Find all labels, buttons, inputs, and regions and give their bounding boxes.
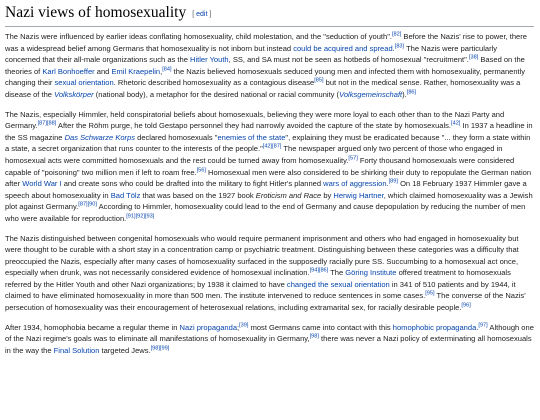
paragraph-3 <box>5 233 534 314</box>
wiki-link[interactable]: Karl Bonhoeffer <box>42 66 95 76</box>
wiki-link[interactable]: Bad Tölz <box>110 190 141 200</box>
wiki-link[interactable]: Göring Institute <box>345 268 397 278</box>
text-run: most Germans came into contact with this <box>248 322 393 332</box>
text-run: , which claimed homosexuality was a Jewish plot against Germany. <box>5 190 533 212</box>
wiki-link[interactable]: sexual orientation <box>54 78 114 88</box>
section-heading <box>5 3 534 27</box>
text-run: Based on the theories of <box>5 55 525 76</box>
citation-ref <box>38 121 57 127</box>
text-run: After the Röhm purge, he told Gestapo personnel they had narrowly avoided the capture of the state by homosexuals. <box>56 121 452 131</box>
citation-ref <box>478 322 487 328</box>
text-run: that was based on the 1927 book <box>140 190 256 200</box>
citation-ref <box>310 334 319 340</box>
citation-ref <box>314 78 323 84</box>
citation-link[interactable]: [56] <box>196 167 206 174</box>
citation-ref <box>461 303 470 309</box>
text-run: The Nazis, especially Himmler, held conspiratorial beliefs about homosexuals, believing they were more loyal to each other than to the Nazi Party and Germany. <box>5 109 505 131</box>
wiki-link[interactable]: Emil Kraepelin <box>111 66 161 76</box>
text-run: and create sons who could be drafted into the military to fight Hitler's planned <box>61 179 324 189</box>
citation-ref <box>469 55 478 61</box>
text-run: ", explaining they must be eradicated because "... they form a state within a state, a secret organization that runs counter to the interests of the people." <box>5 132 531 154</box>
text-run: there was never a Nazi policy of exterminating all homosexuals in the way the <box>5 334 532 355</box>
citation-ref <box>162 66 171 72</box>
citation-link[interactable]: [87][88] <box>37 120 57 127</box>
citation-link[interactable]: [98] <box>309 333 319 340</box>
citation-ref <box>392 31 401 37</box>
citation-ref <box>197 167 206 173</box>
citation-ref <box>263 144 282 150</box>
citation-link[interactable]: [42] <box>451 120 461 127</box>
citation-link[interactable]: [84] <box>162 66 172 73</box>
citation-ref <box>151 345 170 351</box>
section-body <box>5 31 534 356</box>
text-run: . <box>386 179 389 189</box>
text-run: Homosexual men were also considered to be shirking their duty to repopulate the German nation after <box>5 167 532 189</box>
edit-section-link[interactable]: edit <box>196 11 208 18</box>
citation-ref <box>407 89 416 95</box>
text-run: According to Himmler, homosexuality could lead to the end of Germany and cause depopulation by reducing the number of men who were available for reproduction. <box>5 202 526 223</box>
text-run: In 1937 a headline in the SS magazine <box>5 121 533 142</box>
text-run: Eroticism and Race <box>255 190 322 200</box>
citation-link[interactable]: [98][99] <box>150 345 170 352</box>
text-run: Before the Nazis' rise to power, there was a widespread belief among Germans that homosexuality is not inborn but instead <box>5 32 527 53</box>
text-run: , <box>160 66 163 76</box>
wiki-link[interactable]: Hitler Youth <box>190 55 229 65</box>
text-run: . <box>392 43 395 53</box>
citation-link[interactable]: [57] <box>348 155 358 162</box>
edit-section-control: [ edit ] <box>192 11 212 18</box>
section-title: Nazi views of homosexuality <box>5 4 187 21</box>
citation-link[interactable]: [89] <box>388 178 398 185</box>
text-run: the Nazis believed homosexuals seduced young men and infected them with homosexuality, permanently changing their <box>5 66 526 88</box>
text-run: . Rhetoric described homosexuality as a contagious disease <box>113 78 315 88</box>
citation-link[interactable]: [83] <box>394 43 405 50</box>
text-run: The newspaper argued only two percent of those who engaged in homosexual acts were committed homosexuals and the rest could be turned away from homosexuality. <box>5 144 503 165</box>
citation-link[interactable]: [87][90] <box>78 201 97 208</box>
wiki-link[interactable]: Das Schwarze Korps <box>64 132 136 142</box>
text-run: After 1934, homophobia became a regular theme in <box>5 322 180 332</box>
wiki-link[interactable]: Nazi propaganda <box>179 322 238 332</box>
text-run: The Nazis distinguished between congenital homosexuals who would require permanent imprisonment and others who had engaged in homosexuality but were thought to be curable with a short stay in a concentration camp or psychiatric treatment. Distinguishing between these categories was a difficulty that preoccupied the Nazis, especially after many cases of homosexuality surfaced in the supposedly racially pure SS. Succumbing to a homosexual act once, especially when drunk, was not necessarily considered evidence of homosexual inclination. <box>5 233 519 278</box>
text-run: (national body), a metaphor for the desired national or racial community ( <box>93 89 340 99</box>
text-run: On 18 February 1937 Himmler gave a speech about homosexuality in <box>5 179 527 200</box>
citation-link[interactable]: [95] <box>425 290 435 297</box>
citation-link[interactable]: [39] <box>239 322 249 329</box>
wiki-link[interactable]: Herwig Hartner <box>333 190 384 200</box>
wiki-link[interactable]: Volkskörper <box>54 89 94 99</box>
citation-ref <box>348 155 357 161</box>
wiki-link[interactable]: Volksgemeinschaft <box>339 89 403 99</box>
citation-link[interactable]: [38] <box>468 54 479 61</box>
paragraph-1 <box>5 31 534 101</box>
citation-link[interactable]: [85] <box>314 77 324 84</box>
wiki-link[interactable]: wars of aggression <box>323 179 387 189</box>
wiki-link[interactable]: Final Solution <box>53 345 100 355</box>
citation-link[interactable]: [91][92][93] <box>126 213 155 220</box>
text-run: Forty thousand homosexuals were considered capable of "poisoning" two million men if left to roam free. <box>5 155 515 177</box>
text-run: ; <box>237 322 240 332</box>
text-run: offered treatment to homosexuals referred by the Hitler Youth and other Nazi organizations; by 1938 it claimed to have <box>5 268 511 289</box>
text-run: , SS, and SA must not be seen as hotbeds of homosexual "recruitment". <box>228 55 469 65</box>
text-run: declared homosexuals " <box>135 132 218 142</box>
text-run: . <box>476 322 479 332</box>
text-run: ). <box>402 89 407 99</box>
wiki-link[interactable]: enemies of the state <box>217 132 286 142</box>
text-run: The converse of the Nazis' persecution of homosexuality was their encouragement of heterosexual relations, including extramarital sex, for racially desirable people. <box>5 291 526 313</box>
citation-link[interactable]: [94][86] <box>309 267 329 274</box>
citation-link[interactable]: [96] <box>461 302 471 309</box>
text-run: The Nazis were particularly concerned that their all-male organizations such as the <box>5 43 498 65</box>
citation-ref <box>425 291 434 297</box>
citation-ref <box>78 202 97 208</box>
text-run: and <box>94 66 112 76</box>
citation-ref <box>395 43 404 49</box>
citation-link[interactable]: [82] <box>391 31 402 38</box>
citation-ref <box>389 179 398 185</box>
citation-link[interactable]: [42][87] <box>262 143 282 150</box>
citation-ref <box>310 268 329 274</box>
wiki-link[interactable]: changed the sexual orientation <box>286 279 390 289</box>
wiki-link[interactable]: could be acquired and spread <box>293 43 393 53</box>
citation-ref <box>126 213 154 219</box>
text-run: The <box>328 268 346 278</box>
citation-link[interactable]: [97] <box>478 322 488 329</box>
text-run: in 341 of 510 patients and by 1944, it claimed to have eliminated homosexuality in more than 500 men. The institute intervened to reduce sentences in some cases. <box>5 279 516 301</box>
text-run: Although one of the Nazi regime's goals was to eliminate all manifestations of homosexuality in Germany, <box>5 322 534 344</box>
text-run: The Nazis were influenced by earlier ideas conflating homosexuality, child molestation, and the "seduction of youth". <box>5 32 392 41</box>
text-run: targeted Jews. <box>99 345 151 355</box>
text-run: but not in the medical sense. Rather, homosexuality was a disease of the <box>5 78 521 99</box>
citation-ref <box>451 121 460 127</box>
wiki-link[interactable]: homophobic propaganda <box>392 322 477 332</box>
wiki-link[interactable]: World War I <box>22 179 62 189</box>
text-run: by <box>321 190 334 200</box>
paragraph-4 <box>5 322 534 357</box>
paragraph-2 <box>5 109 534 225</box>
citation-link[interactable]: [86] <box>406 89 417 96</box>
